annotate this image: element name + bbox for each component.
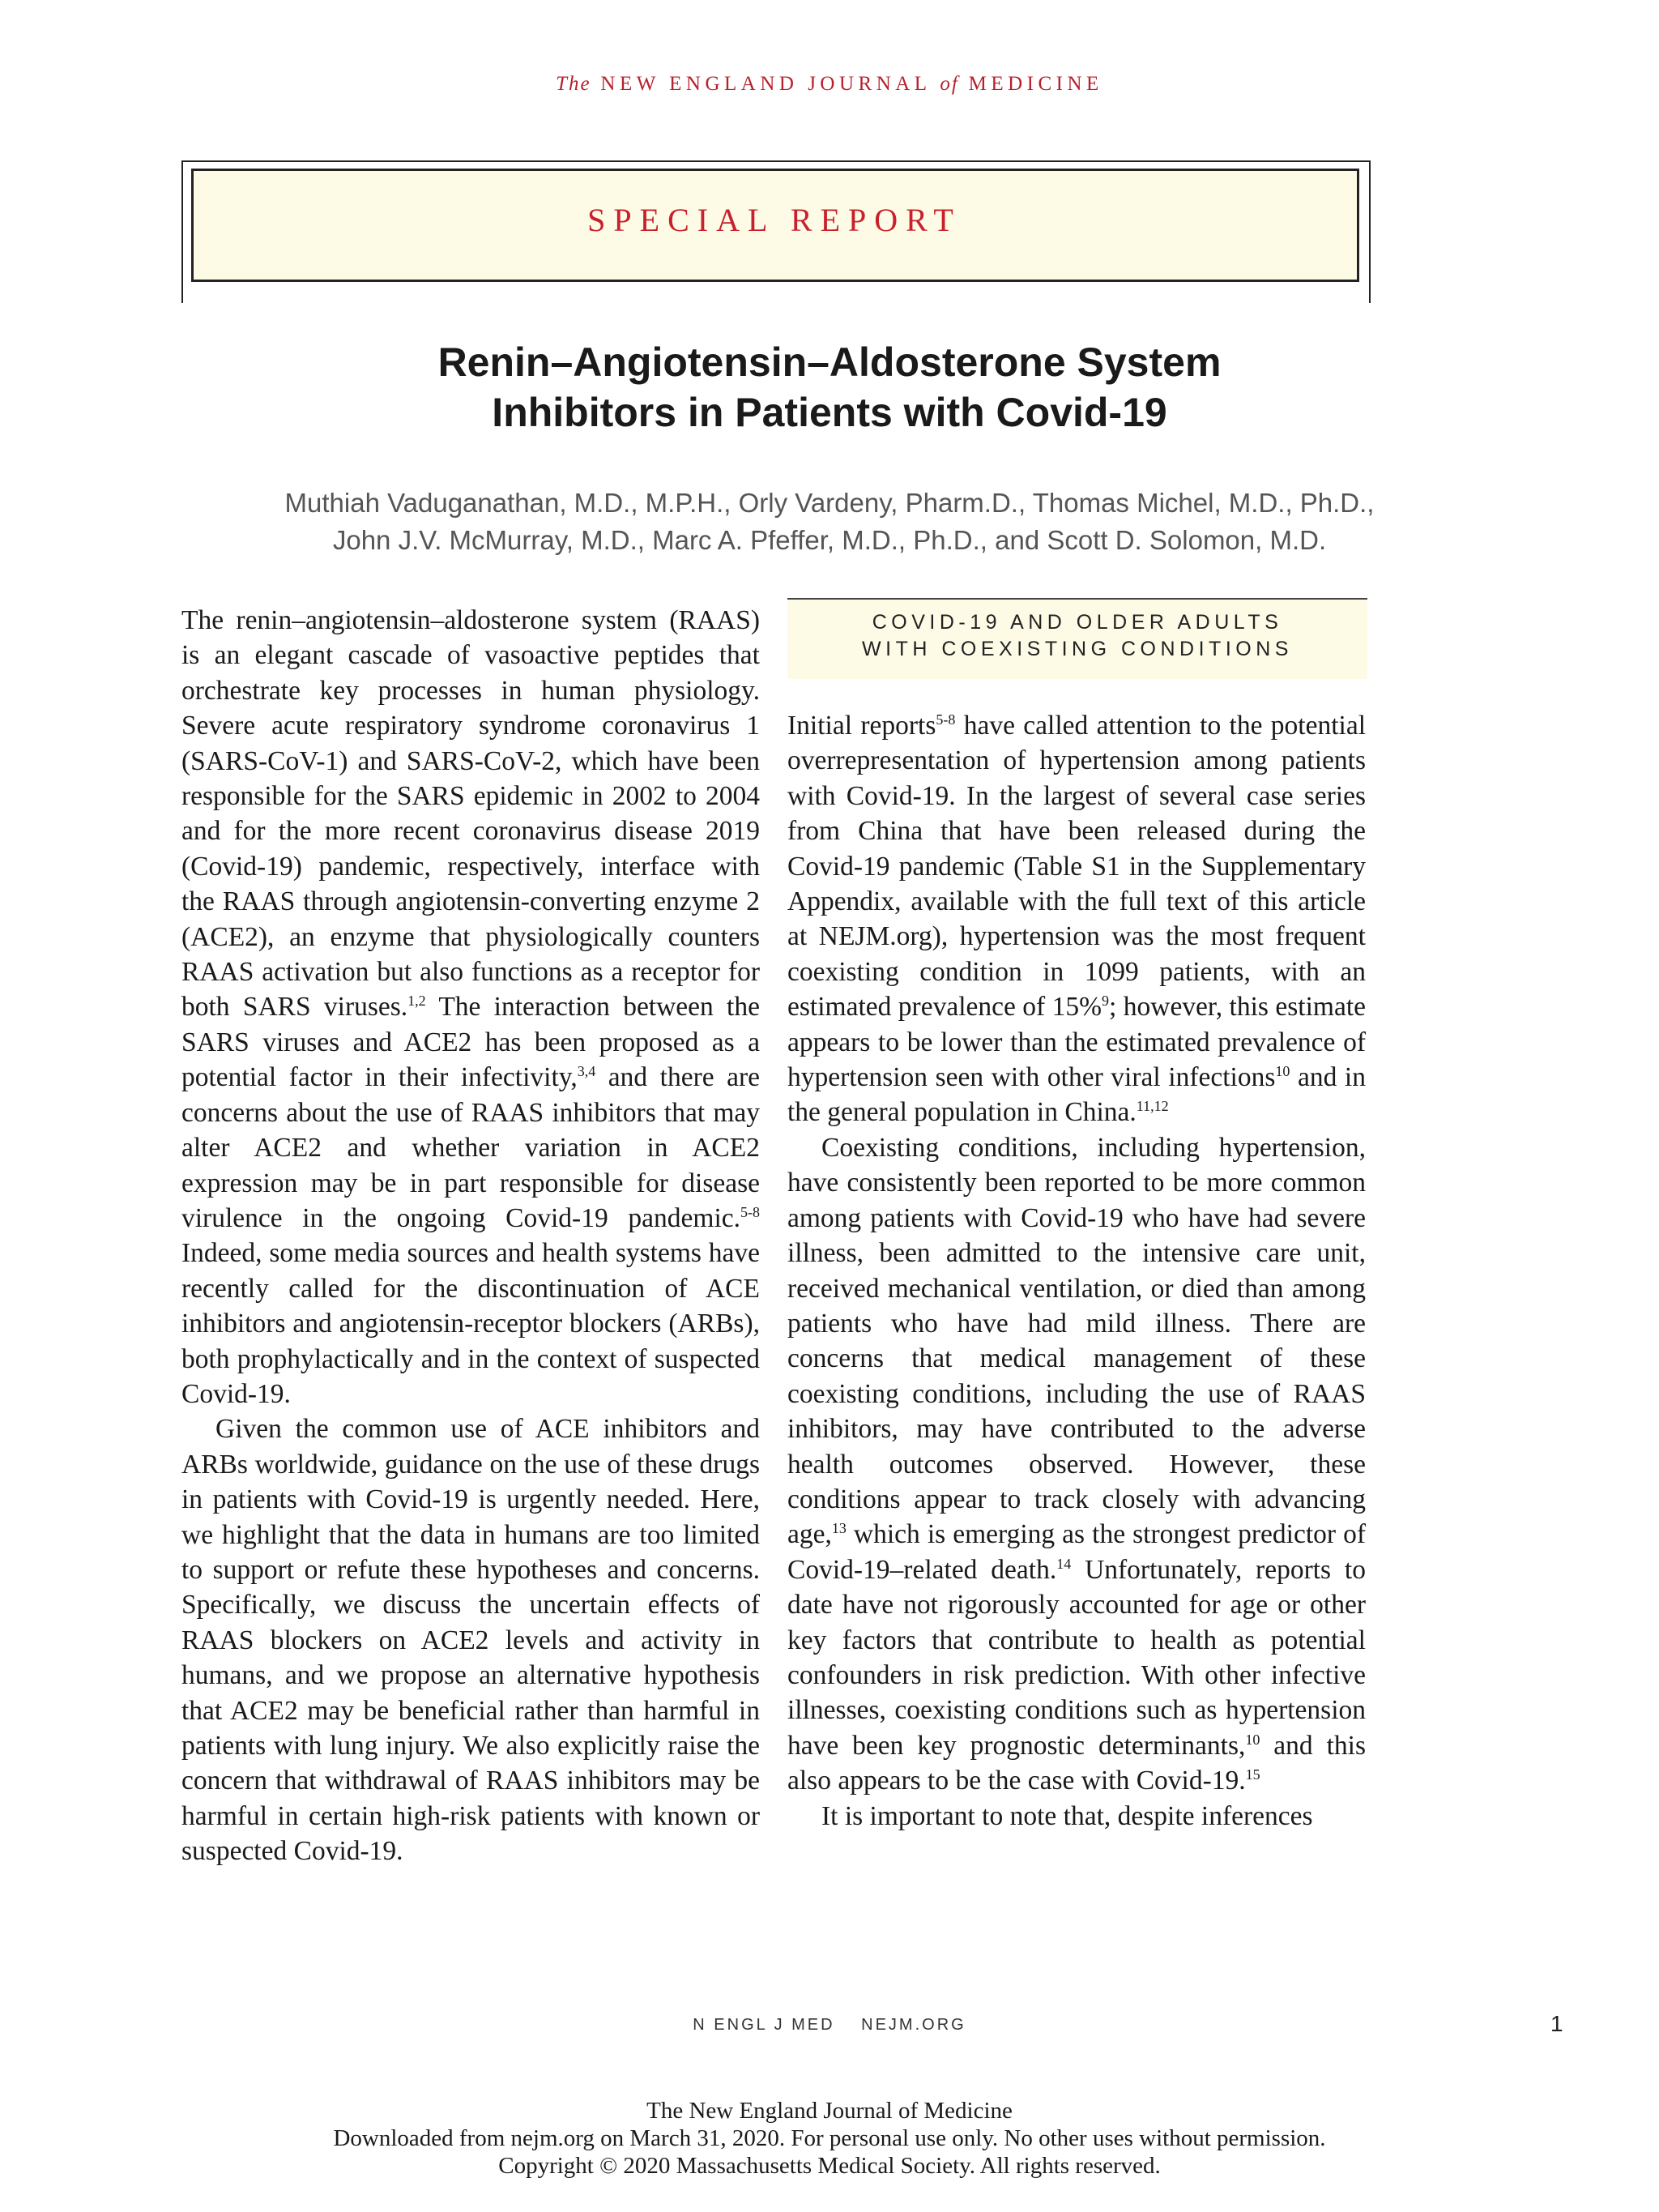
journal-abbreviation: N ENGL J MED bbox=[693, 2016, 835, 2034]
title-line-2: Inhibitors in Patients with Covid-19 bbox=[492, 390, 1167, 435]
journal-site: NEJM.ORG bbox=[861, 2016, 966, 2034]
section-heading-line-1: COVID-19 AND OLDER ADULTS bbox=[872, 611, 1283, 634]
copyright-line-1: The New England Journal of Medicine bbox=[646, 2098, 1013, 2124]
article-type-label: SPECIAL REPORT bbox=[587, 202, 962, 238]
citation: 10 bbox=[1275, 1062, 1290, 1079]
citation: 9 bbox=[1102, 993, 1110, 1010]
body-paragraph-1: Initial reports$^{5-8}$ have called attention to the potential overrepresentation of hypertension among patients with Covid-19. In the largest of several case series from China that have been released during the Covid-19 pandemic (Table S1 in the Supplementary Appendix, available with the full text of this article at NEJM.org), hypertension was the most frequent coexisting condition in 1099 patients, with an estimated prevalence of 15%$^9$; however, this estimate appears to be lower than the estimated prevalence of hypertension seen with other viral infections$^{10}$ and in the general population in China.$^{11,12}$ bbox=[787, 711, 1366, 1128]
citation: 10 bbox=[1245, 1731, 1260, 1748]
citation: 13 bbox=[831, 1520, 847, 1537]
citation: 11,12 bbox=[1136, 1098, 1169, 1115]
body-paragraph-2: Coexisting conditions, including hypertension, have consistently been reported to be more common among patients with Covid-19 who have had severe illness, been admitted to the intensive care unit, received mechanical ventilation, or died than among patients who have had mild illness. There are concerns that medical management of these coexisting conditions, including the use of RAAS inhibitors, may have contributed to the adverse health outcomes observed. However, these conditions appear to track closely with advancing age,$^{13}$ which is emerging as the strongest predictor of Covid-19–related death.$^{14}$ Unfortunately, reports to date have not rigorously accounted for age or other key factors that contribute to health as potential confounders in risk prediction. With other infective illnesses, coexisting conditions such as hypertension have been key prognostic determinants,$^{10}$ and this also appears to be the case with Covid-19.15 bbox=[787, 1132, 1366, 1796]
citation: 1,2 bbox=[407, 993, 426, 1010]
journal-of: of bbox=[940, 73, 959, 95]
author-list bbox=[0, 485, 1659, 559]
section-heading-line-2: WITH COEXISTING CONDITIONS bbox=[862, 638, 1293, 660]
article-title bbox=[0, 337, 1659, 438]
intro-paragraph-1: The renin–angiotensin–aldosterone system (RAAS) is an elegant cascade of vasoactive peptides that orchestrate key processes in human physiology. Severe acute respiratory syndrome coronavirus 1 (SARS-CoV-1) and SARS-CoV-2, which have been responsible for the SARS epidemic in 2002 to 2004 and for the more recent coronavirus disease 2019 (Covid-19) pandemic, respectively, interface with the RAAS through angiotensin-converting enzyme 2 (ACE2), an enzyme that physiologically counters RAAS activation but also functions as a receptor for both SARS viruses.$^{1,2}$ The interaction between the SARS viruses and ACE2 has been proposed as a potential factor in their infectivity,$^{3,4}$ and there are concerns about the use of RAAS inhibitors that may alter ACE2 and whether variation in ACE2 expression may be in part responsible for disease virulence in the ongoing Covid-19 pandemic.$^{5-8}$ Indeed, some media sources and health systems have recently called for the discontinuation of ACE inhibitors and angiotensin-receptor blockers (ARBs), both prophylactically and in the context of suspected Covid-19. bbox=[181, 605, 761, 1409]
copyright-line-2: Downloaded from nejm.org on March 31, 2020. For personal use only. No other uses without permission. bbox=[333, 2125, 1326, 2151]
title-line-1: Renin–Angiotensin–Aldosterone System bbox=[437, 339, 1222, 385]
authors-line-1: Muthiah Vaduganathan, M.D., M.P.H., Orly Vardeny, Pharm.D., Thomas Michel, M.D., Ph.D., bbox=[284, 488, 1375, 518]
right-column bbox=[787, 708, 1366, 1834]
citation: 5-8 bbox=[740, 1203, 760, 1220]
copyright-line-3: Copyright © 2020 Massachusetts Medical Society. All rights reserved. bbox=[498, 2153, 1161, 2179]
journal-name-part: NEW ENGLAND JOURNAL bbox=[600, 73, 931, 95]
authors-line-2: John J.V. McMurray, M.D., Marc A. Pfeffer, M.D., Ph.D., and Scott D. Solomon, M.D. bbox=[332, 525, 1327, 555]
body-paragraph-3: It is important to note that, despite inferences bbox=[821, 1800, 1313, 1831]
journal-name-end: MEDICINE bbox=[968, 73, 1103, 95]
journal-header bbox=[0, 73, 1659, 96]
journal-the: The bbox=[556, 73, 591, 95]
page-footer bbox=[0, 2016, 1659, 2035]
citation: 3,4 bbox=[577, 1063, 596, 1080]
citation: 5-8 bbox=[936, 711, 956, 728]
section-heading bbox=[787, 609, 1367, 663]
page-number: 1 bbox=[1550, 2011, 1563, 2036]
citation: 15 bbox=[1245, 1766, 1260, 1783]
intro-paragraph-2: Given the common use of ACE inhibitors and ARBs worldwide, guidance on the use of these drugs in patients with Covid-19 is urgently needed. Here, we highlight that the data in humans are too limited to support or refute these hypotheses and concerns. Specifically, we discuss the uncertain effects of RAAS blockers on ACE2 levels and activity in humans, and we propose an alternative hypothesis that ACE2 may be beneficial rather than harmful in patients with lung injury. We also explicitly raise the concern that withdrawal of RAAS inhibitors may be harmful in certain high-risk patients with known or suspected Covid-19. bbox=[181, 1414, 760, 1867]
citation: 14 bbox=[1056, 1555, 1072, 1572]
left-column bbox=[181, 603, 760, 1869]
download-notice bbox=[0, 2097, 1659, 2180]
